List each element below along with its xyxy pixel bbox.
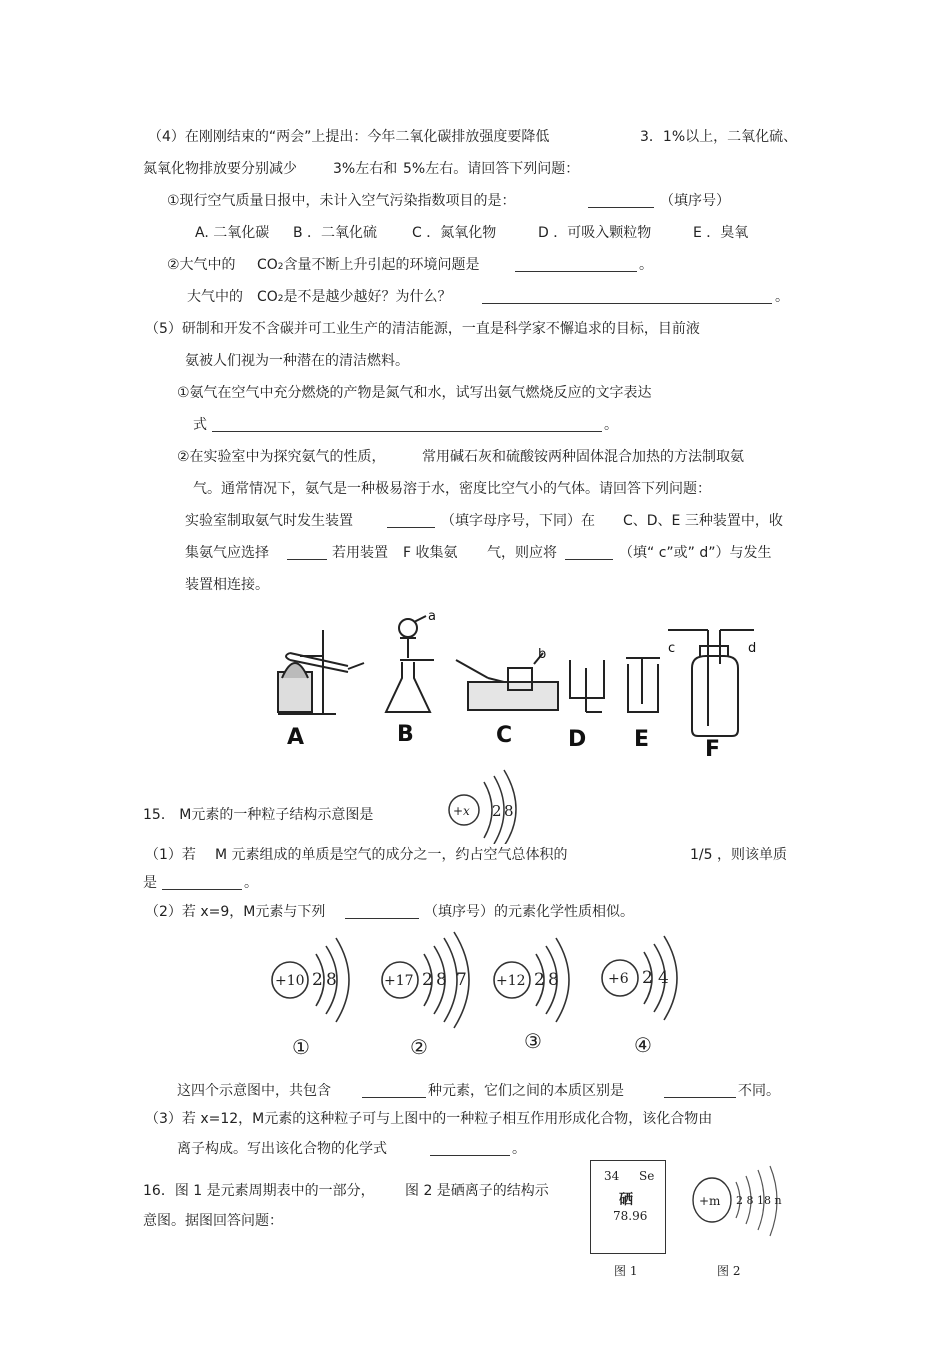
apparatus-label-e: E — [634, 727, 650, 752]
q15-formula-blank[interactable] — [430, 1141, 510, 1156]
q15-opt2-label: ② — [410, 1035, 428, 1059]
q15-opt2-shell-2: 8 — [436, 970, 447, 990]
q15-opt1-shell-2: 8 — [326, 970, 337, 990]
q14-port-blank[interactable] — [565, 545, 613, 560]
periodic-table-cell-se — [590, 1160, 666, 1254]
q14-p5-q2-line3-c: C、D、E 三种装置中，收 — [623, 513, 783, 529]
q14-q3: 大气中的 — [187, 289, 243, 305]
atomic-number: 34 — [604, 1169, 620, 1183]
q14-p5-q1-end: 。 — [604, 417, 618, 433]
q14-q1-option-a: A. 二氧化碳 — [195, 225, 270, 241]
q14-p4-line2-c: 5%左右。请回答下列问题： — [403, 161, 580, 177]
q14-q1: ①现行空气质量日报中，未计入空气污染指数项目的是： — [167, 193, 516, 209]
q15-opt3-shell-2: 8 — [548, 970, 559, 990]
q14-q2-end: 。 — [639, 257, 653, 273]
q14-q3-answer-blank[interactable] — [482, 289, 772, 304]
q14-p5-q1-answer-blank[interactable] — [212, 417, 602, 432]
q14-generator-blank[interactable] — [387, 513, 435, 528]
q15-opt1-shell-1: 2 — [312, 970, 323, 990]
q15-p1-answer-blank[interactable] — [162, 875, 242, 890]
q15-p2-b: （填序号）的元素化学性质相似。 — [424, 904, 634, 920]
selenium-ion-diagram — [690, 1162, 800, 1248]
q14-q1-answer-blank[interactable] — [588, 193, 654, 208]
q14-q3-b: CO2是不是越少越好？为什么？ — [257, 289, 452, 305]
apparatus-b — [386, 616, 434, 712]
q15-main-particle-diagram — [440, 768, 530, 844]
q14-p5-q2-line4-e: （填“ c”或” d”）与发生 — [619, 545, 772, 561]
q15-p1-line2: 是 — [143, 875, 157, 891]
q14-p4-line1-b: 3．1%以上，二氧化硫、 — [640, 129, 798, 145]
apparatus-label-d: D — [568, 727, 587, 752]
q14-p5-q2-line3-b: （填字母序号，下同）在 — [441, 513, 595, 529]
q15-main-shell-2: 8 — [504, 802, 514, 820]
figure-1-caption: 图 1 — [614, 1264, 638, 1278]
q14-q1-option-d: D ．可吸入颗粒物 — [538, 225, 652, 241]
q14-p4-line1: （4）在刚刚结束的“两会”上提出：今年二氧化碳排放强度要降低 — [148, 129, 550, 145]
q15-main-shell-1: 2 — [492, 802, 502, 820]
element-symbol: Se — [639, 1169, 655, 1183]
q15-difference-blank[interactable] — [664, 1083, 736, 1098]
q14-p5-q2-line5: 装置相连接。 — [185, 577, 269, 593]
apparatus-figure — [268, 608, 788, 758]
q14-p5-line1: （5）研制和开发不含碳并可工业生产的清洁能源，一直是科学家不懈追求的目标，目前液 — [145, 321, 700, 337]
q14-p5-q2-line3: 实验室制取氨气时发生装置 — [185, 513, 353, 529]
q14-p5-line2: 氨被人们视为一种潜在的清洁燃料。 — [185, 353, 409, 369]
q14-q1-option-b: B ．二氧化硫 — [293, 225, 378, 241]
q15-p3-end: 。 — [512, 1141, 526, 1157]
q14-q1-option-c: C ．氮氧化物 — [412, 225, 497, 241]
q15-p1: （1）若 — [145, 847, 196, 863]
apparatus-label-f: F — [705, 737, 721, 758]
q14-p5-q2-line2: 气。通常情况下，氨气是一种极易溶于水，密度比空气小的气体。请回答下列问题： — [193, 481, 711, 497]
q15-opt2-nucleus: +17 — [384, 973, 414, 989]
apparatus-label-b: B — [397, 722, 414, 747]
q15-p1-end: 。 — [244, 875, 258, 891]
q14-p4-line2-b: 3%左右和 — [333, 161, 398, 177]
q14-p5-q1-line2: 式 — [193, 417, 207, 433]
apparatus-label-a-small: a — [428, 609, 436, 624]
apparatus-label-d-small: d — [748, 641, 757, 656]
apparatus-d — [570, 660, 604, 712]
q15-main-nucleus: +x — [453, 804, 470, 818]
q14-q2-b: CO2含量不断上升引起的环境问题是 — [257, 257, 480, 273]
q14-p5-q2-line4-c: F 收集氨 — [403, 545, 458, 561]
q15-opt2-shell-3: 7 — [456, 970, 467, 990]
q14-q2-answer-blank[interactable] — [515, 257, 637, 272]
apparatus-f — [668, 630, 757, 736]
q15-p3: （3）若 x=12，M元素的这种粒子可与上图中的一种粒子相互作用形成化合物，该化合物由 — [145, 1111, 713, 1127]
q14-p5-q2-line4-d: 气，则应将 — [487, 545, 557, 561]
q14-p5-q2-line1-b: 常用碱石灰和硫酸铵两种固体混合加热的方法制取氨 — [422, 449, 744, 465]
q14-q1-hint: （填序号） — [660, 193, 730, 209]
q15-opt2-shell-1: 2 — [422, 970, 433, 990]
q15-opt3-label: ③ — [524, 1029, 542, 1053]
q15-p1-c: 1/5 ，则该单质 — [690, 847, 787, 863]
apparatus-label-b-small: b — [538, 647, 547, 662]
q14-p5-q2-line4-b: 若用装置 — [332, 545, 388, 561]
q15-opt4-shell-1: 2 — [642, 968, 653, 988]
q15-opt1-nucleus: +10 — [275, 973, 305, 989]
q14-p5-q2-line1: ②在实验室中为探究氨气的性质， — [177, 449, 386, 465]
q14-p5-q1-line1: ①氨气在空气中充分燃烧的产物是氮气和水，试写出氨气燃烧反应的文字表达 — [177, 385, 652, 401]
ion-nucleus: +m — [699, 1194, 721, 1208]
q15-p2: （2）若 x=9，M元素与下列 — [145, 904, 326, 920]
q15-p2-answer-blank[interactable] — [345, 904, 419, 919]
atomic-mass: 78.96 — [613, 1209, 648, 1223]
q15-opt3-shell-1: 2 — [534, 970, 545, 990]
q15-options-figure — [262, 930, 702, 1060]
q16-line1-b: 图 2 是硒离子的结构示 — [405, 1183, 549, 1199]
q15-intro: 15． M元素的一种粒子结构示意图是 — [143, 807, 374, 823]
q14-q2: ②大气中的 — [167, 257, 236, 273]
ion-shells: 2 8 18 n — [736, 1194, 782, 1207]
q15-p1-b: M 元素组成的单质是空气的成分之一，约占空气总体积的 — [215, 847, 568, 863]
q15-four-line-b: 种元素，它们之间的本质区别是 — [428, 1083, 624, 1099]
apparatus-label-c: C — [496, 723, 513, 748]
q14-p5-q2-line4: 集氨气应选择 — [185, 545, 269, 561]
apparatus-label-a: A — [287, 725, 305, 750]
figure-2-caption: 图 2 — [717, 1264, 741, 1278]
q15-opt4-label: ④ — [634, 1033, 652, 1057]
q15-opt1-label: ① — [292, 1035, 310, 1059]
q15-opt3-nucleus: +12 — [496, 973, 526, 989]
apparatus-e — [626, 658, 660, 712]
q16-line2: 意图。据图回答问题： — [143, 1213, 283, 1229]
q14-collector-blank[interactable] — [287, 545, 327, 560]
q15-opt4-shell-2: 4 — [658, 968, 669, 988]
apparatus-label-c-small: c — [668, 641, 676, 656]
q14-q3-end: 。 — [775, 289, 789, 305]
q14-p4-line2: 氮氧化物排放要分别减少 — [143, 161, 297, 177]
element-name: 硒 — [619, 1192, 633, 1208]
q15-element-count-blank[interactable] — [362, 1083, 426, 1098]
q15-p3-line2: 离子构成。写出该化合物的化学式 — [177, 1141, 387, 1157]
q15-opt4-nucleus: +6 — [608, 971, 629, 987]
apparatus-a — [278, 630, 364, 714]
q15-four-line-c: 不同。 — [738, 1083, 780, 1099]
q15-four-line: 这四个示意图中，共包含 — [177, 1083, 331, 1099]
q16-line1: 16．图 1 是元素周期表中的一部分， — [143, 1183, 375, 1199]
q14-q1-option-e: E ．臭氧 — [693, 225, 749, 241]
